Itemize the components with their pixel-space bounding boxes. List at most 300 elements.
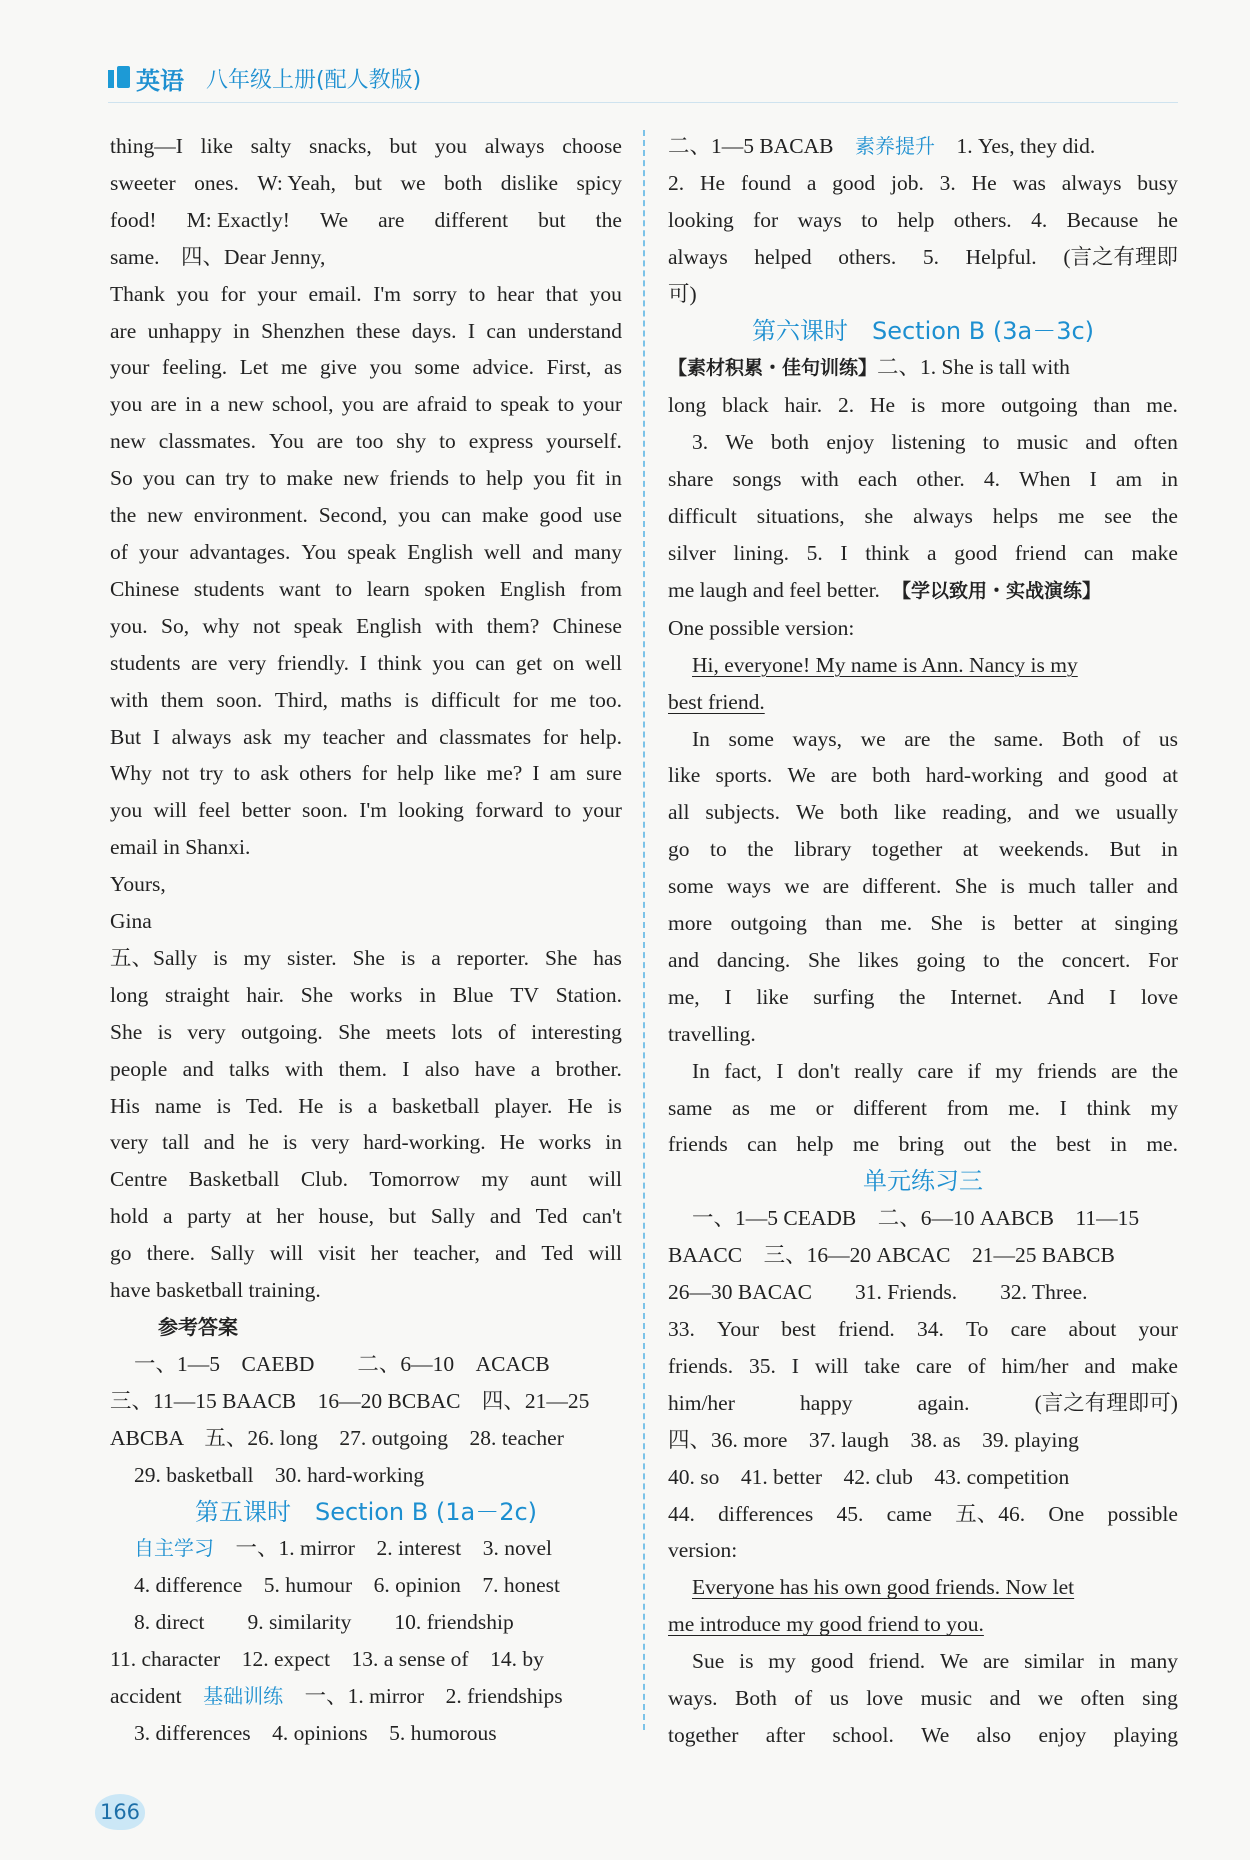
- word: ways,: [792, 726, 842, 751]
- word: some: [414, 355, 460, 380]
- word: Because: [1066, 207, 1139, 232]
- word: help: [486, 466, 524, 491]
- text-line: [110, 940, 622, 977]
- word: you: [434, 134, 467, 158]
- word: for: [361, 761, 387, 786]
- word: basketball: [392, 1093, 480, 1118]
- word: me: [281, 355, 308, 380]
- word: is: [980, 911, 996, 936]
- word: friend: [1014, 540, 1067, 565]
- word: different: [853, 1095, 927, 1120]
- word: speak: [293, 613, 343, 638]
- word: to: [233, 761, 251, 786]
- word: feel: [198, 798, 231, 823]
- word: us: [1158, 726, 1178, 751]
- word: will: [153, 798, 187, 823]
- word: outgoing.: [240, 1019, 323, 1044]
- word: 4.: [1031, 207, 1048, 232]
- word: new: [227, 392, 264, 417]
- word: there.: [146, 1241, 196, 1266]
- word: than: [825, 911, 863, 936]
- text-line: [668, 721, 1178, 758]
- text-line: [668, 165, 1178, 202]
- word: them: [160, 687, 204, 712]
- word: always: [484, 134, 545, 158]
- text-line: 26—30 BACAC 31. Friends. 32. Three.: [668, 1280, 1088, 1305]
- word: English: [356, 613, 422, 638]
- word: learn: [366, 576, 410, 601]
- word: I: [840, 540, 848, 565]
- text-line: [110, 460, 622, 497]
- word: going: [916, 947, 966, 972]
- word: to: [475, 392, 493, 417]
- material-tag: 【素材积累・佳句训练】: [668, 357, 878, 380]
- word: for: [542, 724, 568, 749]
- word: you: [398, 503, 431, 528]
- word: if: [967, 1058, 981, 1083]
- word: forward: [475, 798, 544, 823]
- word: environment.: [193, 503, 308, 528]
- s6-sentences: [668, 387, 1178, 572]
- word: afraid: [416, 392, 468, 417]
- text-line: [110, 534, 622, 571]
- word: different: [434, 207, 509, 232]
- word: You: [301, 539, 337, 564]
- text-line: 可): [668, 281, 697, 306]
- s5-line-1: 自主学习 一、1. mirror 2. interest 3. novel: [134, 1536, 552, 1561]
- word: name: [154, 1093, 202, 1118]
- word: (言之有理即: [1063, 244, 1178, 269]
- word: But: [1109, 837, 1141, 862]
- word: am: [549, 761, 576, 786]
- word: will: [814, 1353, 849, 1378]
- text-line: [110, 313, 622, 350]
- word: spoken: [424, 576, 486, 601]
- s6-essay: [668, 721, 1178, 1164]
- word: His: [110, 1093, 140, 1118]
- word: surfing: [813, 984, 875, 1009]
- word: and: [1027, 800, 1059, 825]
- word: library: [794, 837, 852, 862]
- word: 33.: [668, 1317, 695, 1341]
- word: for: [512, 687, 538, 712]
- word: students: [193, 576, 265, 601]
- word: some: [668, 874, 714, 899]
- word: I: [1059, 1095, 1067, 1120]
- word: to: [468, 281, 486, 306]
- word: works: [349, 982, 403, 1007]
- word: you.: [110, 613, 148, 638]
- word: for: [220, 281, 246, 306]
- word: I: [1109, 984, 1117, 1009]
- word: care: [1010, 1317, 1047, 1341]
- word: than: [1093, 393, 1131, 418]
- text-line: have basketball training.: [110, 1278, 321, 1303]
- word: too.: [589, 687, 622, 712]
- text-line: [668, 1348, 1178, 1385]
- word: like: [444, 761, 477, 786]
- text-line: version:: [668, 1538, 738, 1563]
- word: but: [388, 1204, 417, 1229]
- word: visit: [318, 1241, 356, 1266]
- word: make: [481, 503, 529, 528]
- word: you: [110, 392, 143, 417]
- word: like: [668, 763, 701, 788]
- word: good: [1104, 763, 1148, 788]
- word: at: [246, 1204, 262, 1229]
- word: Sally: [210, 1241, 255, 1266]
- word: not: [252, 613, 281, 638]
- ref-line-4: 29. basketball 30. hard-working: [134, 1462, 425, 1487]
- word: think: [377, 650, 422, 675]
- word: your: [582, 798, 622, 823]
- word: 3.: [939, 170, 956, 195]
- word: well: [584, 650, 622, 675]
- basic-training-tag: 基础训练: [203, 1684, 284, 1709]
- word: your: [1138, 1317, 1178, 1341]
- word: can: [441, 503, 472, 528]
- literacy-improve-tag: 素养提升: [854, 134, 935, 158]
- text-line: 四、36. more 37. laugh 38. as 39. playing: [668, 1427, 1079, 1452]
- word: these: [356, 318, 401, 343]
- word: me: [1058, 504, 1085, 529]
- word: can't: [582, 1204, 622, 1229]
- word: She: [110, 1019, 143, 1044]
- s5-line-5: accident 基础训练 一、1. mirror 2. friendships: [110, 1684, 563, 1709]
- word: Basketball: [188, 1167, 280, 1192]
- word: me,: [668, 984, 700, 1009]
- word: In: [692, 726, 710, 751]
- word: not: [161, 761, 190, 786]
- word: He: [567, 1093, 593, 1118]
- word: is: [910, 393, 926, 418]
- word: students: [110, 650, 181, 675]
- word: are: [150, 392, 177, 417]
- word: me?: [486, 761, 523, 786]
- unit3-answers: [668, 1200, 1178, 1569]
- word: he: [1157, 207, 1178, 232]
- word: are: [822, 874, 850, 899]
- page-number: 166: [95, 1794, 145, 1830]
- word: we: [784, 874, 810, 899]
- word: new: [343, 466, 380, 491]
- text-line: Yours,: [110, 872, 166, 897]
- word: very: [187, 1019, 226, 1044]
- word: often: [1133, 430, 1178, 455]
- word: at: [962, 837, 979, 862]
- word: In: [692, 1058, 710, 1083]
- word: my: [283, 724, 311, 749]
- word: a: [431, 945, 441, 970]
- word: 五、Sally: [110, 945, 198, 970]
- word: are: [904, 726, 931, 751]
- word: each: [857, 467, 898, 492]
- word: and: [1084, 1353, 1116, 1378]
- left-column: [110, 128, 622, 1752]
- word: some: [728, 726, 774, 751]
- word: love: [1140, 984, 1178, 1009]
- word: long: [668, 393, 707, 418]
- word: food!: [110, 207, 157, 232]
- text-line: [668, 868, 1178, 905]
- word: sister.: [287, 945, 337, 970]
- reference-answer-title: 参考答案: [158, 1315, 238, 1339]
- word: music: [1016, 430, 1069, 455]
- word: helped: [754, 244, 812, 269]
- left-answer-text: [110, 128, 622, 1309]
- word: 2.: [668, 170, 685, 195]
- word: my: [768, 1649, 796, 1674]
- word: ask: [243, 724, 272, 749]
- word: ways: [797, 207, 842, 232]
- word: Tomorrow: [369, 1167, 460, 1192]
- word: She: [808, 947, 841, 972]
- page-header: [108, 58, 421, 98]
- word: are: [382, 392, 409, 417]
- word: ones.: [194, 170, 239, 195]
- word: as: [604, 355, 622, 380]
- word: after: [765, 1722, 806, 1747]
- text-line: [668, 461, 1178, 498]
- word: your: [582, 392, 622, 417]
- word: both: [770, 430, 810, 455]
- word: I: [467, 318, 476, 343]
- word: better: [241, 798, 291, 823]
- word: Second,: [318, 503, 388, 528]
- word: lining.: [733, 540, 789, 565]
- word: Let: [239, 355, 269, 380]
- word: I: [1089, 467, 1097, 492]
- word: I: [791, 1353, 799, 1378]
- word: at: [1162, 763, 1178, 788]
- word: interesting: [531, 1019, 622, 1044]
- word: She: [338, 1019, 371, 1044]
- word: likes: [858, 947, 899, 972]
- text-line: [668, 1126, 1178, 1163]
- word: people: [110, 1056, 168, 1081]
- word: is: [282, 1130, 298, 1155]
- text-line: [668, 831, 1178, 868]
- word: always: [913, 504, 973, 529]
- word: are: [1111, 1058, 1138, 1083]
- text-line: [668, 1680, 1178, 1717]
- text-line: [668, 942, 1178, 979]
- word: a: [367, 1093, 378, 1118]
- s5-line-6: 3. differences 4. opinions 5. humorous: [134, 1720, 497, 1745]
- word: new: [147, 503, 183, 528]
- word: of: [794, 1686, 813, 1711]
- word: very: [311, 1130, 350, 1155]
- text-line: same. 四、Dear Jenny,: [110, 244, 326, 269]
- word: make: [1131, 1353, 1178, 1378]
- word: but: [538, 207, 566, 232]
- word: your: [257, 281, 297, 306]
- word: but: [389, 134, 417, 158]
- word: Thank: [110, 281, 165, 306]
- word: meets: [385, 1019, 436, 1044]
- word: You: [268, 429, 304, 454]
- word: about: [1068, 1317, 1117, 1341]
- text-line: [110, 202, 622, 239]
- text-line: [110, 792, 622, 829]
- word: happy: [799, 1390, 853, 1415]
- word: We: [725, 430, 754, 455]
- word: the: [595, 207, 622, 232]
- word: with: [435, 613, 474, 638]
- word: hard-working.: [363, 1130, 486, 1155]
- word: always: [668, 244, 728, 269]
- word: more: [668, 911, 713, 936]
- word: friends: [668, 1132, 728, 1157]
- word: think: [865, 540, 910, 565]
- word: have: [474, 1056, 516, 1081]
- word: me: [550, 687, 577, 712]
- word: She: [954, 874, 988, 899]
- word: subjects.: [705, 800, 781, 825]
- word: are: [982, 1649, 1010, 1674]
- self-study-tag: 自主学习: [134, 1536, 214, 1561]
- word: music: [920, 1686, 973, 1711]
- word: snacks,: [309, 134, 372, 158]
- right-line-1: 二、1—5 BACAB 素养提升 1. Yes, they did.: [668, 134, 1096, 158]
- word: silver: [668, 540, 716, 565]
- word: ways.: [668, 1686, 718, 1711]
- word: bring: [898, 1132, 944, 1157]
- word: She: [930, 911, 963, 936]
- word: possible: [1107, 1501, 1178, 1526]
- word: much: [1028, 874, 1076, 899]
- text-line: [110, 977, 622, 1014]
- word: you: [110, 798, 143, 823]
- word: help: [897, 207, 935, 232]
- word: but: [354, 170, 382, 195]
- word: my: [995, 1058, 1023, 1083]
- word: all: [668, 800, 690, 825]
- word: my: [481, 1167, 509, 1192]
- text-line: [668, 535, 1178, 572]
- word: friends: [389, 466, 449, 491]
- word: Club.: [300, 1167, 349, 1192]
- word: She: [544, 945, 578, 970]
- word: you: [176, 281, 209, 306]
- word: Both: [1061, 726, 1104, 751]
- word: For: [1148, 947, 1178, 972]
- word: a: [806, 170, 817, 195]
- word: I: [724, 984, 732, 1009]
- word: the: [747, 837, 774, 862]
- ref-line-3: ABCBA 五、26. long 27. outgoing 28. teacher: [110, 1425, 564, 1450]
- text-line: [110, 423, 622, 460]
- word: make: [1131, 540, 1178, 565]
- word: choose: [562, 134, 622, 158]
- word: reporter.: [456, 945, 529, 970]
- word: me.: [880, 911, 913, 936]
- word: are: [191, 650, 218, 675]
- word: looking: [398, 798, 464, 823]
- word: teacher,: [413, 1241, 480, 1266]
- word: I: [402, 1056, 410, 1081]
- word: good: [832, 170, 876, 195]
- word: So: [110, 466, 133, 491]
- word: you: [533, 466, 566, 491]
- word: is: [400, 945, 416, 970]
- word: is: [404, 687, 419, 712]
- word: many: [574, 539, 622, 564]
- word: friend.: [838, 1317, 895, 1341]
- word: to: [335, 576, 353, 601]
- word: care: [916, 1353, 952, 1378]
- word: I'm: [373, 281, 402, 306]
- word: 45.: [836, 1501, 864, 1526]
- word: He: [869, 393, 895, 418]
- column-divider: [643, 130, 645, 1730]
- word: we: [400, 170, 426, 195]
- text-line: [668, 1053, 1178, 1090]
- word: days.: [411, 318, 457, 343]
- word: can: [475, 650, 506, 675]
- word: help.: [579, 724, 622, 749]
- word: hair.: [246, 982, 284, 1007]
- text-line: [668, 1496, 1178, 1533]
- word: W: Yeah,: [257, 170, 337, 195]
- word: outgoing: [730, 911, 807, 936]
- word: different.: [862, 874, 942, 899]
- word: love: [866, 1686, 904, 1711]
- word: hold: [110, 1204, 149, 1229]
- word: helps: [992, 504, 1039, 529]
- word: give: [319, 355, 357, 380]
- word: better: [1013, 911, 1063, 936]
- word: in: [1098, 1649, 1116, 1674]
- word: my: [1150, 1095, 1178, 1120]
- s6-line-1: 【素材积累・佳句训练】二、1. She is tall with: [668, 355, 1070, 380]
- word: But: [110, 724, 142, 749]
- word: English: [499, 576, 566, 601]
- word: Your: [717, 1317, 760, 1341]
- word: you: [432, 650, 465, 675]
- word: me.: [1146, 393, 1178, 418]
- word: party: [187, 1204, 232, 1229]
- word: a: [162, 1204, 173, 1229]
- word: in: [419, 982, 436, 1007]
- text-line: [110, 1198, 622, 1235]
- word: both: [839, 800, 879, 825]
- word: busy: [1137, 170, 1178, 195]
- word: enjoy: [826, 430, 875, 455]
- text-line: [110, 1088, 622, 1125]
- word: enjoy: [1038, 1722, 1087, 1747]
- word: the: [1017, 947, 1044, 972]
- ref-line-1: 一、1—5 CAEBD 二、6—10 ACACB: [134, 1351, 550, 1376]
- word: the: [1151, 504, 1178, 529]
- word: with: [110, 687, 149, 712]
- word: go: [110, 1241, 132, 1266]
- word: and: [182, 1056, 214, 1081]
- word: shy: [396, 429, 427, 454]
- word: in: [1161, 467, 1178, 492]
- word: house,: [318, 1204, 375, 1229]
- word: I: [359, 650, 367, 675]
- text-line: [110, 1124, 622, 1161]
- word: listening: [891, 430, 966, 455]
- text-line: [110, 719, 622, 756]
- word: dislike: [500, 170, 559, 195]
- word: unhappy: [147, 318, 222, 343]
- word: with: [800, 467, 839, 492]
- word: to: [557, 392, 575, 417]
- word: often: [1080, 1686, 1125, 1711]
- word: TV: [510, 982, 539, 1007]
